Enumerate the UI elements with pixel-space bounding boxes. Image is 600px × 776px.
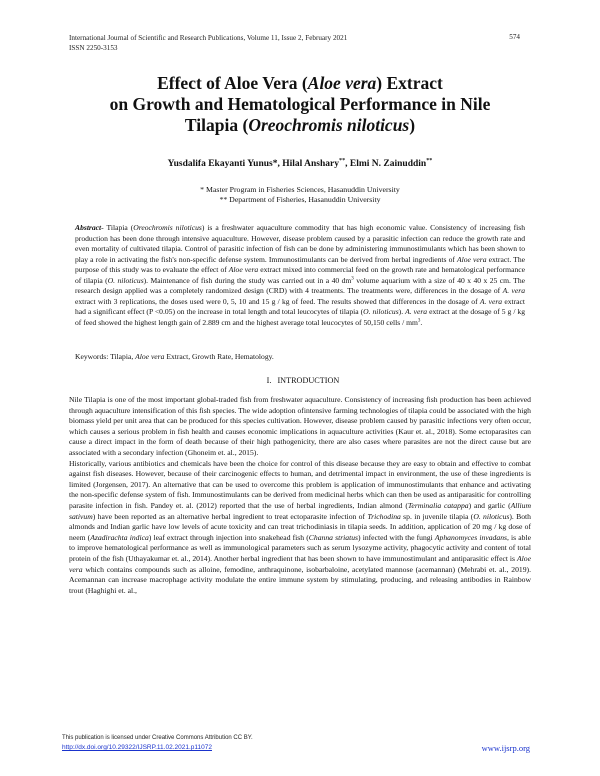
- abstract-label: Abstract: [75, 223, 102, 232]
- title-line-3: Tilapia (Oreochromis niloticus): [184, 115, 416, 135]
- introduction-body: [69, 395, 531, 596]
- page-number: 574: [509, 33, 520, 41]
- license-note: This publication is licensed under Creative Commons Attribution CC BY.: [62, 735, 253, 741]
- issn: ISSN 2250-3153: [69, 44, 118, 52]
- paragraph: Historically, various antibiotics and chemicals have been the choice for control of this disease because they are easy to obtain and effective to combat against fish diseases. However, because of their carcinogenic effects to human, and detrimental impact in environment, the use of these ingredients is limited (Jorgensen, 2017). An alternative that can be used to overcome this problem is application of immunostimulants that enhance and activating the non-specific defense system of fish. Immunostimulants can be derived from medicinal herbs which can then be used as antiparasitic for controlling parasite infection in fish. Pandey et. al. (2012) reported that the use of herbal ingredients, Indian almond (Terminalia catappa) and garlic (Allium sativum) have been reported as an alternative herbal ingredient to treat ectoparasite infection of Trichodina sp. in juvenile tilapia (O. niloticus). Both almonds and Indian garlic have low levels of acute toxicity and can treat trichodiniasis in tilapia seeds. In addition, application of 20 mg / kg dose of neem (Azadirachta indica) leaf extract through injection into snakehead fish (Channa striatus) infected with the fungi Aphanomyces invadans, is able to improve hematological performance as well as immunological parameters such as serum lysozyme activity, phagocytic activity and content of total protein of the fish (Uthayakumar et. al., 2014). Another herbal ingredient that has been shown to have immunostimulant and antiparasitic effect is Aloe vera which contains compounds such as alloine, femodine, anthraquinone, isobarbaloine, acetylated mannose (acemannan) (Mehrabi et. al., 2019). Acemannan can increase macrophage activity modulate the entire immune system by stimulating, producing, and releasing antibodies in Rainbow trout (Haghighi et. al.,: [69, 458, 531, 595]
- paragraph: Nile Tilapia is one of the most important global-traded fish from freshwater aquaculture. Consistency of increasing fish production has been achieved through aquaculture intensification of this fish species. The wide adoption ofintensive farming technologies of tilapia could be associated with the high biomass yield per unit area that can be produced for this species cultivation. However, disease problem caused by parasitic infections very often occur, which causes a serious problem in fish health and causes economic implications in aquaculture activities (Kaur et. al., 2018). Some ectoparasites can cause a direct impact in the form of death because of their high pathogenicity, there are also cases where parasites are not the direct cause but are associated with a secondary infection (Ghoneim et. al., 2015).: [69, 395, 531, 457]
- abstract: Abstract- Tilapia (Oreochromis niloticus) is a freshwater aquaculture commodity that has high economic value. Consistency of increasing fish production has been done through intensive aquaculture. However, disease problem caused by a parasitic infection can reduce the growth rate and even mortality of cultivated tilapia. Control of parasitic infection of fish can be done by administering immunostimulants which has been shown to play a role in activating the fish's non-specific defense system. Immunostimulants can be derived from herbal ingredients of Aloe vera extract. The purpose of this study was to evaluate the effect of Aloe vera extract mixed into commercial feed on the growth rate and hematological performance of tilapia (O. niloticus). Maintenance of fish during the study was carried out in a 40 $dm^3$ volume aquarium with a size of 40 x 40 x 25 cm. The research design applied was a completely randomized design (CRD) with 4 treatments. The treatments were, differences in the dosage of A. vera extract with 3 replications, the doses used were 0, 5, 10 and 15 g / kg of feed. The results showed that differences in the dosage of A. vera extract had a significant effect (P <0.05) on the increase in total length and total leucocytes of tilapia (O. niloticus). A. vera extract at the dosage of 5 g / kg of feed showed the highest length gain of 2.889 cm and the highest average total leucocytes of 50,150 cells / $mm^3$.: [75, 223, 526, 327]
- section-heading-introduction: [40, 376, 560, 385]
- author-3: Elmi N. Zainuddin: [349, 159, 427, 169]
- doi-link[interactable]: http://dx.doi.org/10.29322/IJSRP.11.02.2021.p11072: [62, 744, 212, 751]
- affiliation-2: ** Department of Fisheries, Hasanuddin University: [219, 195, 381, 204]
- keywords: Keywords: Tilapia, Aloe vera Extract, Growth Rate, Hematology.: [75, 352, 274, 361]
- author-list: Yusdalifa Ekayanti Yunus*, Hilal Anshary**, Elmi N. Zainuddin**: [167, 157, 433, 169]
- journal-citation: International Journal of Scientific and Research Publications, Volume 11, Issue 2, February 2021: [69, 34, 348, 42]
- title-line-1: Effect of Aloe Vera (Aloe vera) Extract: [157, 73, 443, 93]
- affiliations: [40, 185, 560, 205]
- affiliation-1: * Master Program in Fisheries Sciences, Hasanuddin University: [200, 185, 400, 194]
- author-2: Hilal Anshary: [282, 159, 339, 169]
- journal-website-link[interactable]: www.ijsrp.org: [481, 743, 530, 753]
- section-number: I.: [266, 376, 272, 385]
- paper-title: [40, 73, 560, 136]
- author-1: Yusdalifa Ekayanti Yunus*: [167, 159, 278, 169]
- section-title: INTRODUCTION: [277, 376, 340, 385]
- title-line-2: on Growth and Hematological Performance in Nile: [109, 94, 491, 114]
- running-header: [69, 33, 347, 53]
